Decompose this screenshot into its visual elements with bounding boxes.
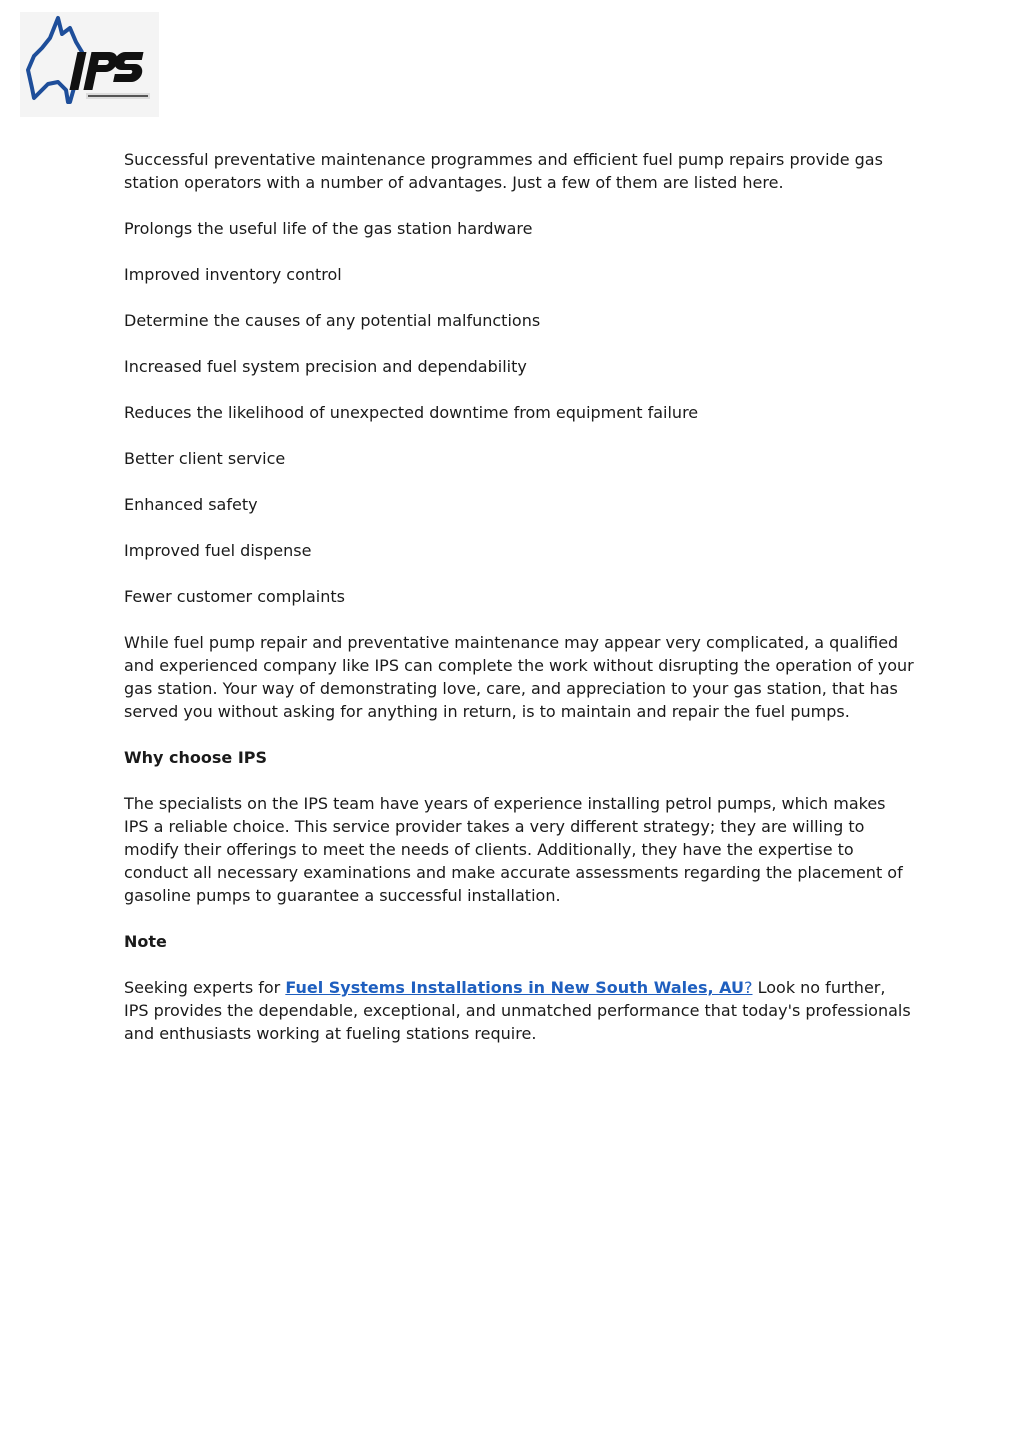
note-prefix: Seeking experts for — [124, 978, 286, 997]
note-heading: Note — [124, 932, 167, 951]
note-suffix: Look no further, IPS provides the dependable, exceptional, and unmatched performance that today's professionals and enthusiasts working at fueling stations require. — [124, 978, 911, 1043]
benefit-item: Better client service — [124, 449, 286, 468]
benefit-item: Determine the causes of any potential malfunctions — [124, 311, 541, 330]
benefit-item: Improved fuel dispense — [124, 541, 312, 560]
why-choose-paragraph: The specialists on the IPS team have years of experience installing petrol pumps, which makes IPS a reliable choice. This service provider takes a very different strategy; they are willing to modify their offerings to meet the needs of clients. Additionally, they have the expertise to conduct all necessary examinations and make accurate assessments regarding the placement of gasoline pumps to guarantee a successful installation. — [124, 794, 903, 905]
benefit-item: Fewer customer complaints — [124, 587, 345, 606]
intro-paragraph: Successful preventative maintenance programmes and efficient fuel pump repairs provide gas station operators with a number of advantages. Just a few of them are listed here. — [124, 150, 883, 192]
company-logo — [20, 12, 159, 117]
benefit-item: Reduces the likelihood of unexpected downtime from equipment failure — [124, 403, 699, 422]
document-body — [124, 148, 914, 1068]
benefit-item: Increased fuel system precision and dependability — [124, 357, 527, 376]
note-paragraph — [124, 976, 914, 1045]
ips-logo-icon — [20, 12, 159, 117]
why-choose-heading: Why choose IPS — [124, 748, 268, 767]
benefit-item: Improved inventory control — [124, 265, 342, 284]
benefit-item: Prolongs the useful life of the gas station hardware — [124, 219, 533, 238]
note-question-mark: ? — [744, 978, 753, 997]
maintenance-paragraph: While fuel pump repair and preventative maintenance may appear very complicated, a qualified and experienced company like IPS can complete the work without disrupting the operation of your gas station. Your way of demonstrating love, care, and appreciation to your gas station, that has served you without asking for anything in return, is to maintain and repair the fuel pumps. — [124, 633, 914, 721]
fuel-systems-link[interactable]: Fuel Systems Installations in New South Wales, AU — [285, 978, 745, 997]
benefit-item: Enhanced safety — [124, 495, 258, 514]
